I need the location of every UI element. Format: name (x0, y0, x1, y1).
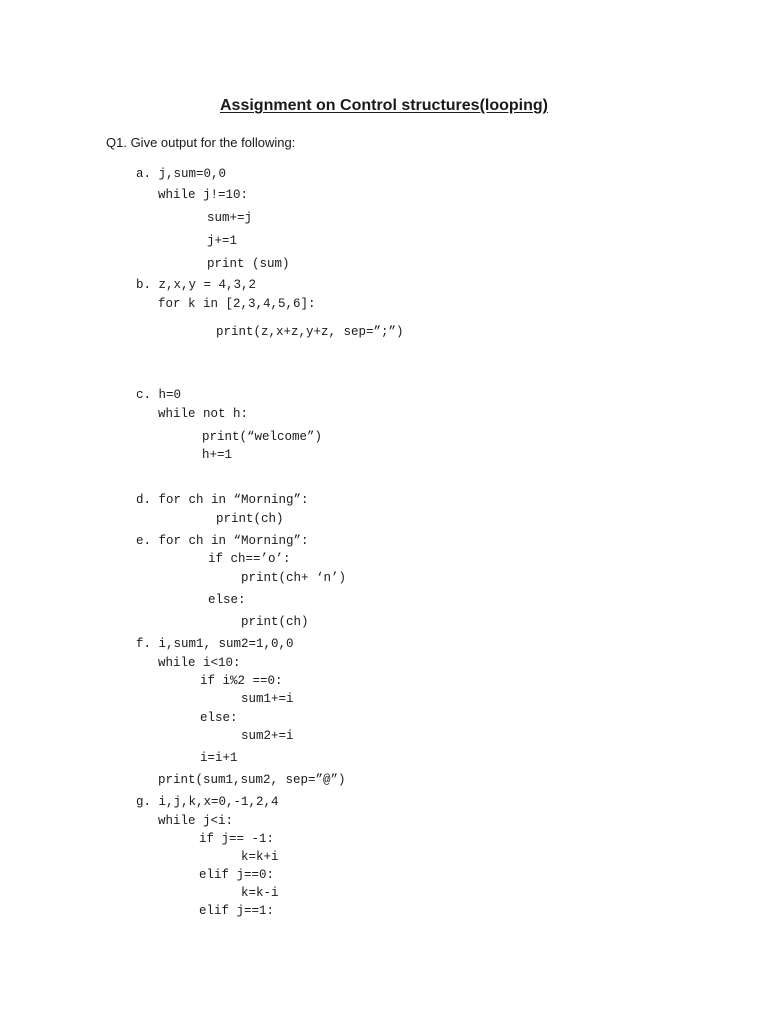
code-line: a. j,sum=0,0 (136, 167, 227, 181)
code-line: while j<i: (158, 814, 234, 828)
code-line: print(ch) (216, 512, 284, 526)
code-line: k=k+i (241, 850, 279, 864)
code-line: c. h=0 (136, 388, 182, 402)
code-line: while j!=10: (158, 188, 249, 202)
code-line: print (sum) (207, 257, 290, 271)
code-line: while i<10: (158, 656, 241, 670)
code-line: d. for ch in “Morning”: (136, 493, 309, 507)
code-line: else: (200, 711, 238, 725)
code-line: sum+=j (207, 211, 253, 225)
question-heading: Q1. Give output for the following: (106, 135, 296, 150)
code-line: elif j==1: (199, 904, 275, 918)
code-line: print(ch+ ‘n’) (241, 571, 347, 585)
code-line: f. i,sum1, sum2=1,0,0 (136, 637, 294, 651)
code-line: for k in [2,3,4,5,6]: (158, 297, 316, 311)
code-line: if j== -1: (199, 832, 275, 846)
code-line: g. i,j,k,x=0,-1,2,4 (136, 795, 279, 809)
code-line: else: (208, 593, 246, 607)
code-line: if ch==’o’: (208, 552, 291, 566)
code-line: while not h: (158, 407, 249, 421)
code-line: i=i+1 (200, 751, 238, 765)
code-line: j+=1 (207, 234, 238, 248)
code-line: print(ch) (241, 615, 309, 629)
code-line: sum2+=i (241, 729, 294, 743)
code-line: sum1+=i (241, 692, 294, 706)
code-line: b. z,x,y = 4,3,2 (136, 278, 257, 292)
code-line: e. for ch in “Morning”: (136, 534, 309, 548)
code-line: if i%2 ==0: (200, 674, 283, 688)
code-line: print(“welcome”) (202, 430, 323, 444)
page-title: Assignment on Control structures(looping) (220, 97, 548, 114)
code-line: print(sum1,sum2, sep=”@”) (158, 773, 346, 787)
code-line: elif j==0: (199, 868, 275, 882)
code-line: h+=1 (202, 448, 233, 462)
code-line: k=k-i (241, 886, 279, 900)
code-line: print(z,x+z,y+z, sep=”;”) (216, 325, 404, 339)
